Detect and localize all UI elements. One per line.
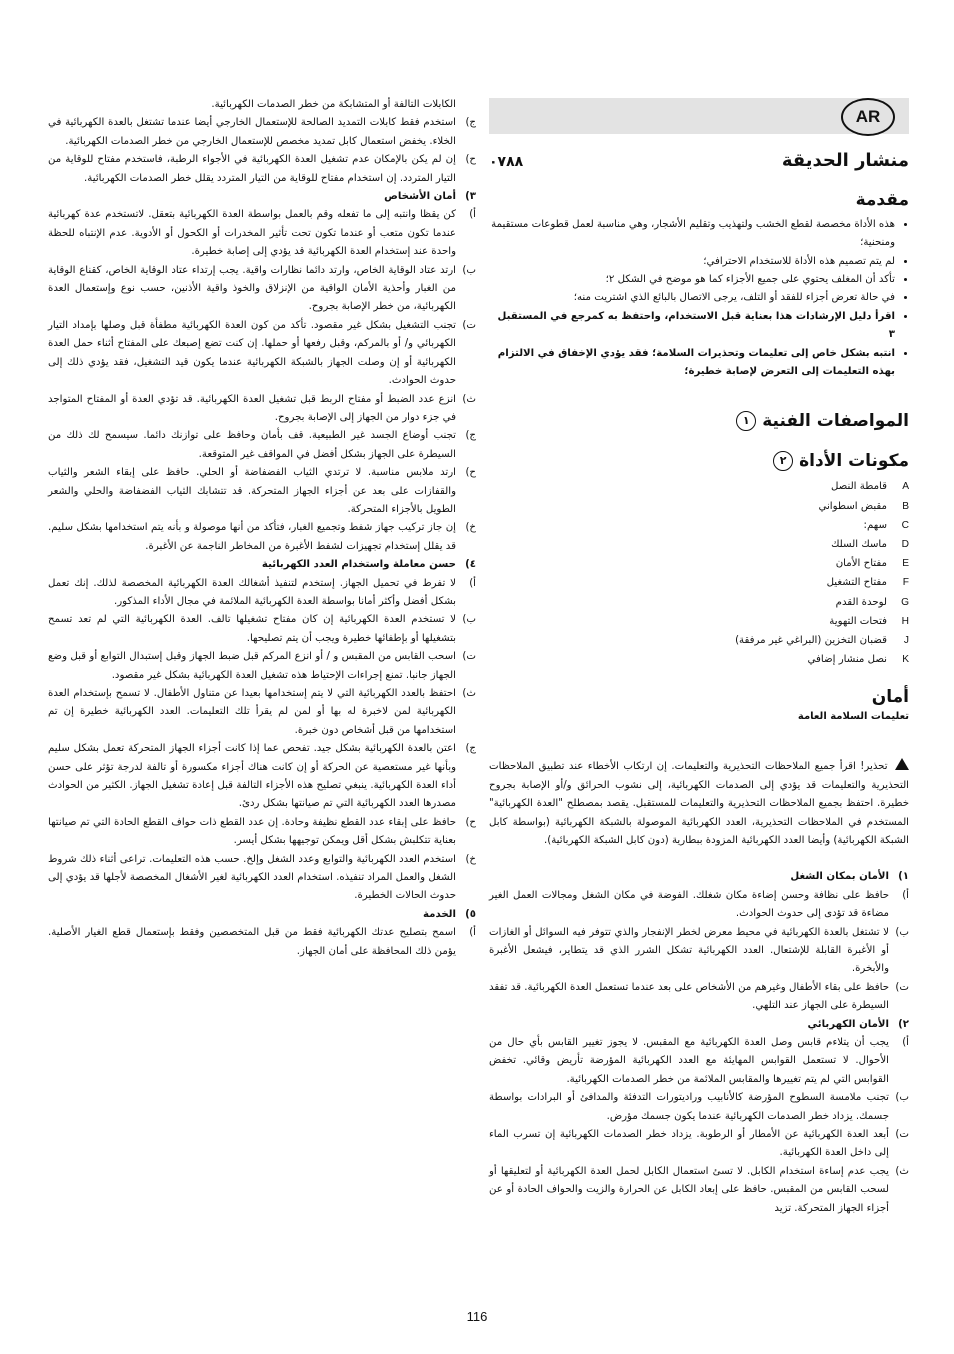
component-letter: A (902, 481, 909, 493)
component-name: مقبض اسطواني (818, 500, 887, 512)
figure-ref-icon: ١ (736, 411, 756, 431)
intro-bullet: • في حالة تعرض أجزاء للفقد أو التلف، يرجى الاتصال بالبائع الذي اشتريت منه؛ (489, 289, 895, 307)
safety-item (48, 206, 476, 261)
component-letter: E (902, 558, 909, 570)
item-text: تجنب التشغيل بشكل غير مقصود. تأكد من كون العدة الكهربائية مطفأة قبل وصلها بإمداد التيار الكهربائي و/ أو بالمركم، وقبل رفعها أو حملها. إن كنت تضع إصبعك على المفتاح أثناء حمل العدة الكهربائية أو إن وصلت الجهاز بالشبكة الكهربائية عندما يكون قيد التشغيل، فقد يؤدي ذلك إلى حدوث الحوادث. (48, 319, 456, 387)
item-marker: ث) (462, 688, 476, 699)
figure-ref-icon: ٢ (773, 451, 793, 471)
intro-bullet: • اقرأ دليل الإرشادات هذا بعناية قبل الاستخدام، واحتفظ به كمرجع في المستقبل ٣ (489, 308, 895, 345)
section-title: الخدمة (422, 908, 456, 920)
item-text: يجب عدم إساءة استخدام الكابل. لا تسئ استعمال الكابل لحمل العدة الكهربائية أو لتعليقها أو لسحب القابس من المقبس. حافظ على إبعاد الكابل عن الحرارة والزيت والحواف الحادة أو عن أجزاء الجهاز المتحركة. تزيد (489, 1165, 889, 1214)
safety-item (489, 1126, 909, 1163)
item-text: احتفظ بالعدد الكهربائية التي لا يتم إستخدامها بعيدا عن متناول الأطفال. لا تسمح بإستخدام العدة الكهربائية لمن لاخبرة له بها أو لمن لم يقرأ تلك التعليمات. العدد الكهربائية خطيرة إن تم استخدامها من قبل أشخاص دون خبرة. (48, 688, 456, 736)
safety-item (489, 924, 909, 979)
intro-bullet: • انتبه بشكل خاص إلى تعليمات وتحذيرات السلامة؛ فقد يؤدي الإخفاق في الالتزام بهذه التعليمات إلى التعرض لإصابة خطيرة؛ (489, 345, 895, 382)
component-item (489, 535, 909, 554)
section-heading (48, 188, 476, 206)
section-number: ٣) (465, 191, 476, 203)
item-text: حافظ على بقاء الأطفال وغيرهم من الأشخاص على بعد عندما تستعمل العدة الكهربائية. قد تفقد السيطرة على الجهاز عند التلهي. (489, 981, 889, 1012)
safety-item (48, 519, 476, 556)
item-marker: ث) (895, 1165, 909, 1177)
item-text: تجنب أوضاع الجسد غير الطبيعية. قف بأمان وحافظ على توازنك دائما. سيسمح لك ذلك من السيطرة على الجهاز بشكل أفضل في المواقف غير المتوقعة. (48, 430, 456, 460)
section-heading (48, 906, 476, 924)
item-marker: أ) (902, 889, 909, 901)
intro-bullet: • هذه الأداة مخصصة لقطع الخشب ولتهذيب وتقليم الأشجار، وهي مناسبة لعمل قطوعات مستقيمة ومنحنية؛ (489, 216, 895, 253)
safety-item (48, 814, 476, 851)
item-marker: ح) (465, 154, 476, 166)
component-item (489, 573, 909, 592)
component-name: سهم: (863, 519, 887, 531)
component-name: قضبان التخزين (البراغي غير مرفقة) (735, 635, 887, 647)
safety-item (489, 979, 909, 1016)
component-name: مفتاح التشغيل (826, 577, 887, 589)
component-letter: K (902, 654, 909, 666)
item-text: ارتد عتاد الوقاية الخاص، وارتد دائما نظارات واقية. يجب إرتداء عتاد الوقاية الخاص، كقناع الوقاية من الغبار وأحذية الأمان الواقية من الإنزلاق والخوذ واقية الأذنين، حسب نوع وإستعمال العدة الكهربائية، من خطر الإصابة بجروح. (48, 264, 456, 313)
section-title: الأمان الكهربائي (807, 1018, 889, 1030)
item-marker: ت) (462, 319, 476, 331)
section-number: ١) (898, 871, 909, 883)
item-marker: خ) (465, 853, 476, 865)
component-name: لوحدة القدم (835, 596, 887, 608)
safety-item (48, 648, 476, 685)
language-badge: AR (841, 98, 895, 136)
section-heading (48, 556, 476, 574)
item-marker: أ) (469, 577, 476, 589)
item-text: انزع عدد الضبط أو مفتاح الربط قبل تشغيل العدة الكهربائية. قد تؤدي العدة أو المفتاح المتواجد في جزء دوار من الجهاز إلى الإصابة بجروح. (48, 393, 456, 423)
item-marker: ح) (465, 467, 476, 479)
item-marker: ب) (462, 614, 476, 626)
component-letter: C (901, 519, 909, 531)
document-title: منشار الحديقة (781, 150, 909, 171)
safety-item (489, 1163, 909, 1218)
model-number: ٠٧٨٨ (489, 154, 524, 170)
item-text: يجب أن يتلاءم قابس وصل العدة الكهربائية مع المقبس. لا يجوز تغيير القابس بأي حال من الأحوال. لا تستعمل القوابس المهايئة مع العدد الكهربائية المؤرضة تأريض وقائي. تخفض القوابس التي لم يتم تغييرها والمقابس الملائمة من خطر الصدمات الكهربائية. (489, 1037, 889, 1085)
component-item (489, 554, 909, 573)
item-text: لا تستخدم العدة الكهربائية إن كان مفتاح تشغيلها تالف. العدة الكهربائية التي لم تعد تسمح بتشغيلها أو بإطفائها خطيرة ويجب أن يتم تصليحها. (48, 614, 456, 644)
safety-item (48, 464, 476, 519)
item-marker: ب) (462, 264, 476, 276)
section-number: ٢) (898, 1018, 909, 1030)
components-heading: مكونات الأداة ٢ (489, 451, 909, 471)
intro-heading: مقدمة (855, 190, 909, 211)
item-text: ارتد ملابس مناسبة. لا ترتدي الثياب الفضفاضة أو الحلي. حافظ على إبقاء الشعر والثياب والقفازات على بعد عن أجزاء الجهاز المتحركة. قد تتشابك الثياب الفضفاضة والحلي والشعر الطويل بالأجزاء المتحركة. (48, 467, 456, 515)
component-name: فتحات التهوية (829, 615, 887, 627)
item-marker: أ) (469, 927, 476, 939)
safety-item (48, 391, 476, 428)
item-marker: ت) (462, 651, 476, 663)
item-text: إن جاز تركيب جهاز شفط وتجميع الغبار، فتأكد من أنها موصولة و بأنه يتم استخدامها بشكل سليم. قد يقلل إستخدام تجهيزات لشفط الأغبرة من المخاطر الناجمة عن الأغبرة. (48, 522, 456, 552)
intro-bullets (489, 216, 909, 382)
safety-item (48, 575, 476, 612)
warning-text: تحذير! اقرأ جميع الملاحظات التحذيرية والتعليمات. إن ارتكاب الأخطاء عند تطبيق الملاحظات التحذيرية والتعليمات قد يؤدي إلى الصدمات الكهربائية، إلى نشوب الحرائق و/أو الإصابة بجروح خطيرة. احتفظ بجميع الملاحظات التحذيرية والتعليمات للمستقبل. يقصد بمصطلح "العدة الكهربائية" المستخدم في الملاحظات التحذيرية، العدد الكهربائية الموصولة بالشبكة الكهربائية (بواسطة كابل الشبكة الكهربائية) وأيضا العدد الكهربائية المزودة ببطارية (دون كابل الشبكة الكهربائية). (489, 761, 909, 846)
warning-icon (895, 758, 909, 770)
section-title: حسن معاملة واستخدام العدد الكهربائية (261, 559, 456, 571)
safety-item (489, 887, 909, 924)
component-letter: D (901, 539, 909, 551)
specs-heading: المواصفات الفنية ١ (489, 411, 909, 431)
component-name: ماسك السلك (831, 539, 887, 551)
item-marker: خ) (465, 522, 476, 534)
right-column (489, 98, 909, 1218)
item-marker: ح) (465, 816, 476, 828)
component-item (489, 650, 909, 669)
item-text: حافظ على إبقاء عدد القطع نظيفة وحادة. إن عدد القطع ذات حواف القطع الحادة التي تم صيانتها بعناية تتكلبش بشكل أقل ويمكن توجيهها بشكل أيسر. (48, 816, 456, 847)
component-letter: B (902, 500, 909, 512)
item-text: إن لم يكن بالإمكان عدم تشغيل العدة الكهربائية في الأجواء الرطبة، فاستخدم مفتاح للوقاية من التيار المتردد. إن استخدام مفتاح للوقاية من التيار المتردد يقلل خطر الصدمات الكهربائية. (48, 154, 456, 184)
item-text: اعتن بالعدة الكهربائية بشكل جيد. تفحص عما إذا كانت أجزاء الجهاز المتحركة تعمل بشكل سليم وبأنها غير مستعصية عن الحركة أو إن كانت هناك أجزاء مكسورة أو تالفة لدرجة تؤثر على حسن أداء العدة الكهربائية. ينبغي تصليح هذه الأجزاء التالفة قبل إعادة تشغيل الجهاز. الكثير من الحوادث مصدرها العدد الكهربائية التي تم صيانتها بشكل ردئ. (48, 743, 456, 810)
safety-item (48, 851, 476, 906)
component-name: مفتاح الأمان (835, 558, 887, 570)
safety-item (48, 611, 476, 648)
safety-item (48, 740, 476, 814)
item-marker: ج) (465, 117, 476, 129)
intro-bullet: • لم يتم تصميم هذه الأداة للاستخدام الاحترافي؛ (489, 253, 895, 271)
title-row (489, 152, 909, 171)
safety-item (48, 427, 476, 464)
safety-item (489, 1034, 909, 1089)
item-text: لا تفرط في تحميل الجهاز. إستخدم لتنفيذ أشغالك العدة الكهربائية المخصصة لذلك. إنك تعمل بشكل أفضل وأكثر أمانا بواسطة العدة الكهربائية الملائمة في مجال الأداء المذكور. (48, 577, 456, 607)
page-number: 116 (466, 1309, 488, 1324)
section-heading (489, 1016, 909, 1034)
component-letter: G (901, 596, 909, 608)
item-text: حافظ على نظافة وحسن إضاءة مكان شغلك. الفوضة في مكان الشغل ومجالات العمل الغير مضاءة قد تؤدى إلى حدوث الحوادث. (489, 889, 889, 920)
safety-item (48, 151, 476, 188)
item-marker: ب) (895, 926, 909, 938)
item-marker: ث) (462, 393, 476, 405)
warning-block (489, 758, 909, 850)
component-item (489, 593, 909, 612)
component-item (489, 516, 909, 535)
component-item (489, 612, 909, 631)
safety-item (489, 1089, 909, 1126)
right-safety-sections (489, 868, 909, 1218)
section-title: أمان الأشخاص (384, 191, 456, 203)
component-name: نصل منشار إضافي (807, 654, 887, 666)
item-text: لا تشتغل بالعدة الكهربائية في محيط معرض لخطر الإنفجار والذي تتوفر فيه السوائل أو الغازات أو الأغبرة القابلة للإشتعال. العدد الكهربائية تشكل الشرر الذي قد يتطاير، فيشعل الأغبرة والأبخرة. (489, 926, 889, 975)
language-band (489, 98, 909, 134)
component-item (489, 631, 909, 650)
item-marker: ت) (895, 1129, 909, 1141)
continued-line: الكابلات التالفة أو المتشابكة من خطر الصدمات الكهربائية. (211, 99, 456, 110)
safety-item (48, 924, 476, 961)
component-letter: H (901, 615, 909, 627)
component-letter: J (903, 635, 909, 647)
item-text: أبعد العدة الكهربائية عن الأمطار أو الرطوبة. يزداد خطر الصدمات الكهربائية إن تسرب الماء إلى داخل العدة الكهربائية. (489, 1129, 889, 1159)
section-title: الأمان بمكان الشغل (790, 871, 889, 883)
item-text: استخدم العدد الكهربائية والتوابع وعدد الشغل وإلخ. حسب هذه التعليمات. تراعى أثناء ذلك شروط الشغل والعمل المراد تنفيذه. استخدام العدد الكهربائية لغير الأشغال المخصصة لأجلها قد يؤدي إلى حدوث الحالات الخطيرة. (48, 853, 456, 902)
safety-item (48, 317, 476, 391)
safety-heading: أمان (871, 686, 909, 707)
item-text: اسمح بتصليح عدتك الكهربائية فقط من قبل المتخصصين وفقط بإستعمال قطع الغيار الأصلية. يؤمن ذلك المحافظة على أمان الجهاز. (48, 927, 456, 957)
item-marker: ب) (895, 1092, 909, 1104)
section-heading (489, 868, 909, 886)
left-items-a (48, 114, 476, 188)
item-text: كن يقظا وانتبه إلى ما تفعله وقم بالعمل بواسطة العدة الكهربائية بتعقل. لاتستخدم عدة كهربائية عندما تكون متعب أو عندما تكون تحت تأثير المخدرات أو الكحول أو الأدوية. عدم الإنتباه للحظة واحدة عند إستخدام العدة الكهربائية قد يؤدي إلى إصابة خطيرة. (48, 209, 456, 258)
section-number: ٥) (465, 908, 476, 920)
item-marker: ت) (895, 981, 909, 993)
item-text: تجنب ملامسة السطوح المؤرضة كالأنابيب وراديتورات التدفئة والمدافئ أو البرادات بواسطة جسمك. يزداد خطر الصدمات الكهربائية عندما يكون جسمك مؤرض. (489, 1092, 889, 1122)
safety-subheading: تعليمات السلامة العامة (797, 710, 909, 722)
item-text: اسحب القابس من المقبس و / أو انزع المركم قبل ضبط الجهاز وقبل إستبدال التوابع أو قبل وضع الجهاز جانبا. تمنع إجراءات الإحتياط هذه تشغيل العدة الكهربائية بشكل غير مقصود. (48, 651, 456, 681)
component-item (489, 497, 909, 516)
safety-item (48, 114, 476, 151)
item-marker: أ) (902, 1037, 909, 1048)
section-number: ٤) (465, 559, 476, 571)
safety-item (48, 262, 476, 317)
components-list (489, 477, 909, 669)
item-marker: أ) (469, 209, 476, 221)
left-column (48, 96, 476, 961)
safety-item (48, 685, 476, 740)
item-text: استخدم فقط كابلات التمديد الصالحة للإستعمال الخارجي أيضا عندما تشتغل بالعدة الكهربائية في الخلاء. يخفض استعمال كابل تمديد مخصص للإستعمال الخارجي من خطر الصدمات الكهربائية. (48, 117, 456, 147)
component-letter: F (902, 577, 909, 589)
left-safety-sections (48, 188, 476, 961)
intro-bullet: • تأكد أن المغلف يحتوي على جميع الأجزاء كما هو موضح في الشكل ٢؛ (489, 271, 895, 289)
component-item (489, 477, 909, 496)
item-marker: ج) (465, 743, 476, 755)
item-marker: ج) (465, 430, 476, 442)
component-name: قامطة النصل (830, 481, 887, 493)
